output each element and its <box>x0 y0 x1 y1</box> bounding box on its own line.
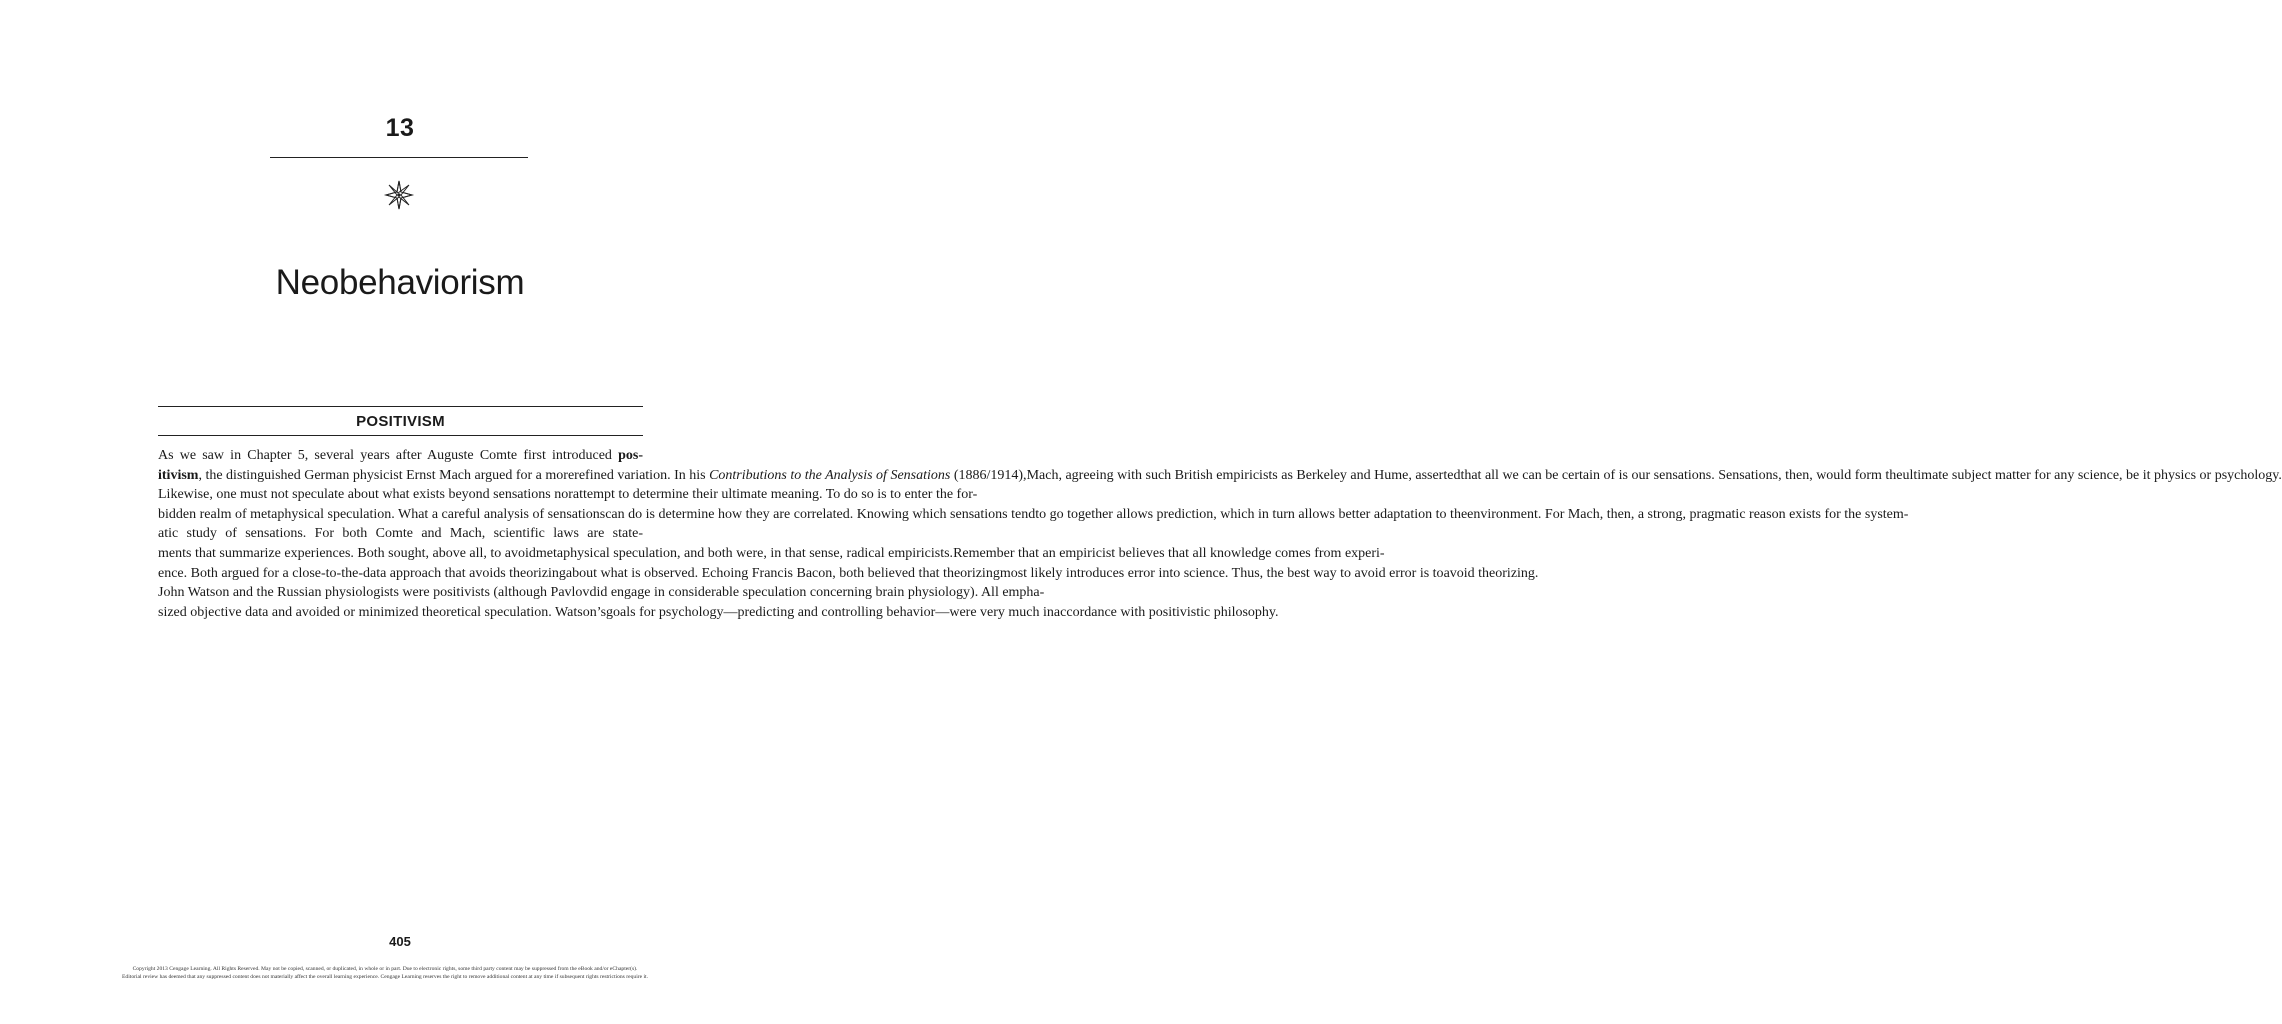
section-divider-top <box>158 406 643 407</box>
text-run: refined variation. In his <box>574 467 710 483</box>
text-line <box>158 468 574 483</box>
page-number: 405 <box>389 934 411 949</box>
body-paragraph <box>158 446 2282 485</box>
text-line <box>1035 507 1467 522</box>
text-run: (1886/1914), <box>950 467 1027 483</box>
text-run: accordance with positivistic philosophy. <box>1053 604 1279 620</box>
text-run: sized objective data and avoided or minimized theoretical speculation. Watson’s <box>158 604 607 620</box>
text-line <box>158 507 605 522</box>
body-paragraph <box>158 485 1909 583</box>
bold-term: pos- <box>618 448 643 463</box>
text-line <box>566 566 1000 581</box>
compass-star-icon <box>384 180 414 210</box>
text-line <box>1903 468 2282 483</box>
text-run: bidden realm of metaphysical speculation. What a careful analysis of sensations <box>158 506 606 522</box>
body-text <box>158 446 2282 622</box>
copyright-notice <box>30 965 740 981</box>
text-run: did engage in considerable speculation concerning brain physiology). All empha- <box>589 585 1045 601</box>
body-paragraph <box>158 583 1279 622</box>
text-line <box>573 487 977 502</box>
text-line <box>1467 507 1908 522</box>
text-line <box>158 448 643 463</box>
italic-title: Contributions to the Analysis of Sensations <box>709 467 951 483</box>
text-line <box>1460 468 1902 483</box>
text-run: ultimate subject matter for any science, be it physics or psychology. <box>1902 467 2282 483</box>
text-run: that all we can be certain of is our sensations. Sensations, then, would form the <box>1460 467 1903 483</box>
text-line <box>158 605 606 620</box>
text-line <box>605 507 1035 522</box>
copyright-line: Editorial review has deemed that any suppressed content does not materially affect the overall learning experience. Cengage Learning reserves the right to remove additional content at any time if subsequent rights restrictions require it. <box>122 974 648 980</box>
chapter-title: Neobehaviorism <box>275 263 525 302</box>
text-run: can do is determine how they are correlated. Knowing which sensations tend <box>605 506 1036 522</box>
text-run: avoid theorizing. <box>1443 565 1539 581</box>
text-line <box>158 585 589 600</box>
text-line <box>158 566 566 581</box>
section-divider-bottom <box>158 435 643 436</box>
text-line <box>953 546 1385 561</box>
chapter-divider <box>270 157 528 158</box>
text-run: John Watson and the Russian physiologists were positivists (although Pavlov <box>158 585 590 601</box>
section-heading: POSITIVISM <box>356 413 445 430</box>
text-run: metaphysical speculation, and both were, in that sense, radical empiricists. <box>535 545 954 561</box>
text-line <box>158 526 643 541</box>
copyright-line: Copyright 2013 Cengage Learning. All Rights Reserved. May not be copied, scanned, or duplicated, in whole or in part. Due to electronic rights, some third party content may be suppressed from the eBook and/or eChapter(s). <box>132 966 638 972</box>
text-run: most likely introduces error into science. Thus, the best way to avoid error is to <box>999 565 1444 581</box>
text-line <box>1027 468 1461 483</box>
text-line <box>158 487 573 502</box>
text-run: Mach, agreeing with such British empiricists as Berkeley and Hume, asserted <box>1026 467 1461 483</box>
text-line <box>1000 566 1444 581</box>
text-run: , the distinguished German physicist Ernst Mach argued for a more <box>198 467 575 483</box>
text-line <box>589 585 1044 600</box>
text-run: to go together allows prediction, which in turn allows better adaptation to the <box>1035 506 1468 522</box>
text-line <box>1444 566 1539 581</box>
text-line <box>574 468 1026 483</box>
text-run: Likewise, one must not speculate about what exists beyond sensations nor <box>158 487 573 503</box>
text-run: atic study of sensations. For both Comte and Mach, scientific laws are state- <box>158 526 643 542</box>
text-run: about what is observed. Echoing Francis Bacon, both believed that theorizing <box>565 565 1000 581</box>
text-run: ments that summarize experiences. Both sought, above all, to avoid <box>158 545 536 561</box>
text-run: goals for psychology—predicting and controlling behavior—were very much in <box>606 604 1054 620</box>
text-line <box>1054 605 1279 620</box>
text-line <box>536 546 953 561</box>
bold-term: itivism <box>158 467 199 483</box>
text-run: environment. For Mach, then, a strong, pragmatic reason exists for the system- <box>1467 506 1909 522</box>
chapter-number: 13 <box>385 114 415 142</box>
text-run: As we saw in Chapter 5, several years after Auguste Comte first introduced <box>158 448 619 463</box>
text-line <box>158 546 536 561</box>
text-run: attempt to determine their ultimate meaning. To do so is to enter the for- <box>572 487 978 503</box>
text-run: ence. Both argued for a close-to-the-data approach that avoids theorizing <box>158 565 566 581</box>
text-run: Remember that an empiricist believes that all knowledge comes from experi- <box>953 545 1385 561</box>
text-line <box>606 605 1054 620</box>
